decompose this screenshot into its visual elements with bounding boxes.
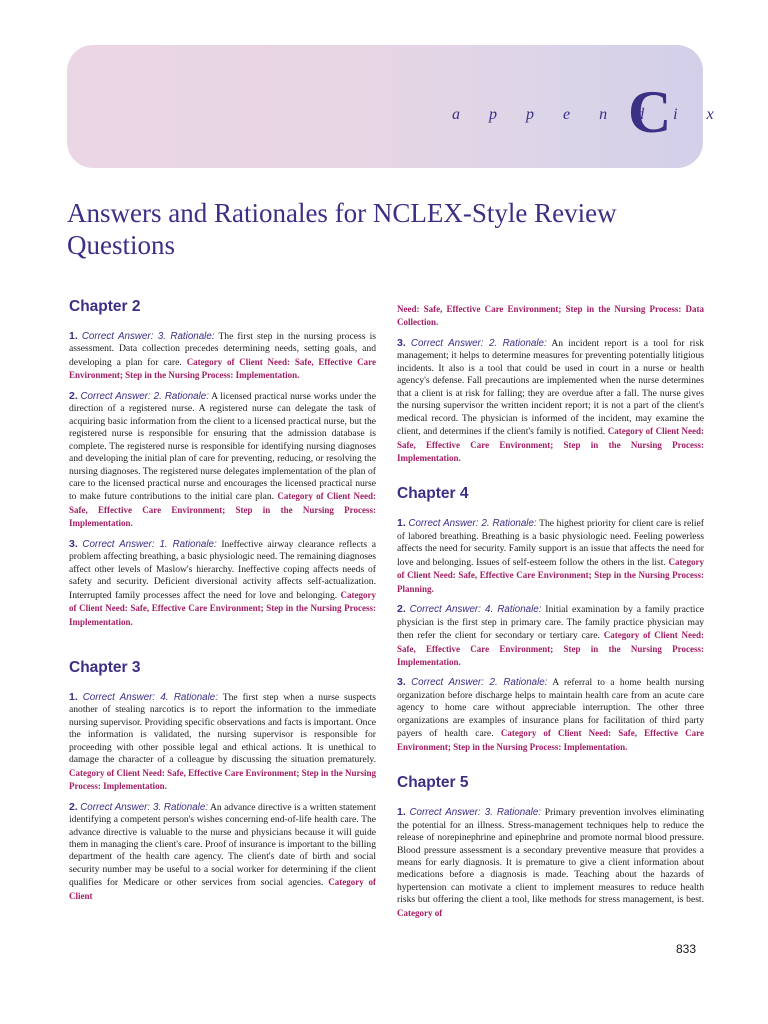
right-column [397,303,704,920]
client-need-category: Category of Client Need: Safe, Effective Care Environment; Step in the Nursing Process: Planning. [397,556,705,594]
question-entry [397,603,704,669]
client-need-category: Category of Client Need: Safe, Effective Care Environment; Step in the Nursing Process: Implementation. [69,356,376,381]
question-number: 3. [397,336,406,349]
page-number: 833 [676,942,697,956]
correct-answer: Correct Answer: 3. Rationale: [81,331,215,342]
correct-answer: Correct Answer: 4. Rationale: [82,691,218,703]
rationale-text: An incident report is a tool for risk management; it helps to determine measures for preventing potentially litigious incidents. It also is a tool that could be used in court in a nurse or health agency's defense. Fall precautions are implemented when the nurse determines that a client is at risk for falling; they are overdue after a fall. The nurse gives the nursing supervisor the written incident report; it is not a part of the client's medical record. The physician is informed of the incident, may examine the client, and determines if the client's family is notified. [397,337,704,438]
client-need-category: Category of Client Need: Safe, Effective Care Environment; Step in the Nursing Process: Implementation. [69,767,376,792]
chapter-heading: Chapter 4 [397,485,469,503]
client-need-category: Category of Client Need: Safe, Effective Care Environment; Step in the Nursing Process: Implementation. [69,589,376,627]
question-number: 1. [69,690,78,703]
chapter-heading: Chapter 3 [69,658,141,676]
question-number: 1. [69,330,78,342]
question-number: 1. [397,517,406,530]
client-need-category: Need: Safe, Effective Care Environment; Step in the Nursing Process: Data Collection. [397,304,704,328]
question-entry [69,801,376,904]
question-entry [397,806,704,920]
question-entry [397,337,704,466]
question-number: 2. [69,800,78,813]
correct-answer: Correct Answer: 2. Rationale: [408,518,537,530]
client-need-category: Category of Client Need: Safe, Effective Care Environment; Step in the Nursing Process: Implementation. [69,491,376,529]
correct-answer: Correct Answer: 2. Rationale: [410,337,547,349]
rationale-text: A referral to a home health nursing organization before discharge helps to maintain health care from an acute care agency to home care without appreciable interruption. The other three organizations are examples of insurance plans for facilitation of third party payers of health care. [397,677,704,740]
question-entry [69,691,376,794]
question-number: 3. [397,676,406,689]
client-need-category: Category of Client [69,877,376,901]
correct-answer: Correct Answer: 3. Rationale: [409,807,542,819]
question-entry [69,538,376,629]
rationale-text: Primary prevention involves eliminating the potential for an illness. Stress-management techniques help to reduce the release of norepinephrine and epinephrine and promote normal blood pressure. Blood pressure assessment is a secondary preventive measure that provides a means for early diagnosis. It is premature to give a client information about medications before a diagnosis is made. Teaching about the hazards of hypertension can motivate a client to implement measures to reduce health risks but offering the client a tool, like methods for stress management, is best. [397,807,704,906]
question-number: 1. [397,806,406,819]
rationale-text: The highest priority for client care is relief of labored breathing. Breathing is a basic physiologic need. Feeling powerless affects the need for security. Family support is an issue that affects the need for love and belonging. Issues of self-esteem follow the others in the list. [397,518,704,568]
question-entry [397,676,704,754]
correct-answer: Correct Answer: 2. Rationale: [80,390,209,402]
client-need-category: Category of Client Need: Safe, Effective Care Environment; Step in the Nursing Process: Implementation. [397,426,704,463]
question-entry [69,330,376,383]
question-number: 3. [69,537,78,550]
correct-answer: Correct Answer: 4. Rationale: [409,604,542,616]
correct-answer: Correct Answer: 1. Rationale: [82,538,217,550]
question-entry [397,517,704,596]
client-need-category: Category of [397,907,443,918]
rationale-text: The first step in the nursing process is assessment. Data collection precedes determining needs, setting goals, and developing a plan for care. [69,331,376,368]
correct-answer: Correct Answer: 3. Rationale: [80,801,209,813]
rationale-text: An advance directive is a written statement identifying a competent person's wishes concerning end-of-life health care. The advance directive is valuable to the nurse and physicians because it will guide them in managing the client's care. Proof of insurance is important to the billing department of the health care agency. The client's date of birth and social security number may be useful to a social worker for determining if the client qualifies for Medicare or other services from social agencies. [69,801,376,889]
question-number: 2. [397,603,406,616]
page-title: Answers and Rationales for NCLEX-Style Review Questions [67,198,617,260]
client-need-category: Category of Client Need: Safe, Effective Care Environment; Step in the Nursing Process: Implementation. [397,728,704,752]
question-entry-continued [397,303,704,330]
appendix-letter: C [628,79,672,145]
chapter-heading: Chapter 5 [397,774,469,792]
appendix-label: a p p e n d i x [452,106,727,123]
rationale-text: Ineffective airway clearance reflects a problem affecting breathing, a basic physiologic need. The remaining diagnoses affect other levels of Maslow's hierarchy. Ineffective coping affects needs of safety and security. Deficient diversional activity affects self-actualization. Interrupted family processes affect the need for love and belonging. [69,538,376,601]
chapter-heading: Chapter 2 [69,298,141,315]
question-entry [69,390,376,531]
rationale-text: Initial examination by a family practice physician is the first step in primary care. The family practice physician may then refer the client for secondary or tertiary care. [397,604,704,642]
rationale-text: The first step when a nurse suspects another of stealing narcotics is to report the information to the immediate nursing supervisor. Providing specific observations and facts is important. Once the information is validated, the nursing supervisor is responsible for proceeding with other possible legal and ethical actions. It is unethical to damage the character of a colleague by discussing the situation prematurely. [69,691,376,766]
left-column [69,298,376,903]
rationale-text: A licensed practical nurse works under the direction of a registered nurse. A registered nurse can delegate the task of acquiring basic information from the client to a licensed practical nurse, but the registered nurse is responsible for ensuring that the admission database is complete. The registered nurse is responsible for identifying nursing diagnoses and developing the initial plan of care for preventing, reducing, or resolving the nursing diagnoses. The registered nurse delegates implementation of the plan of care to the licensed practical nurse and encourages the licensed practical nurse to make future contributions to the initial care plan. [69,390,376,503]
correct-answer: Correct Answer: 2. Rationale: [411,677,548,689]
client-need-category: Category of Client Need: Safe, Effective Care Environment; Step in the Nursing Process: Implementation. [397,630,704,667]
question-number: 2. [69,389,78,402]
